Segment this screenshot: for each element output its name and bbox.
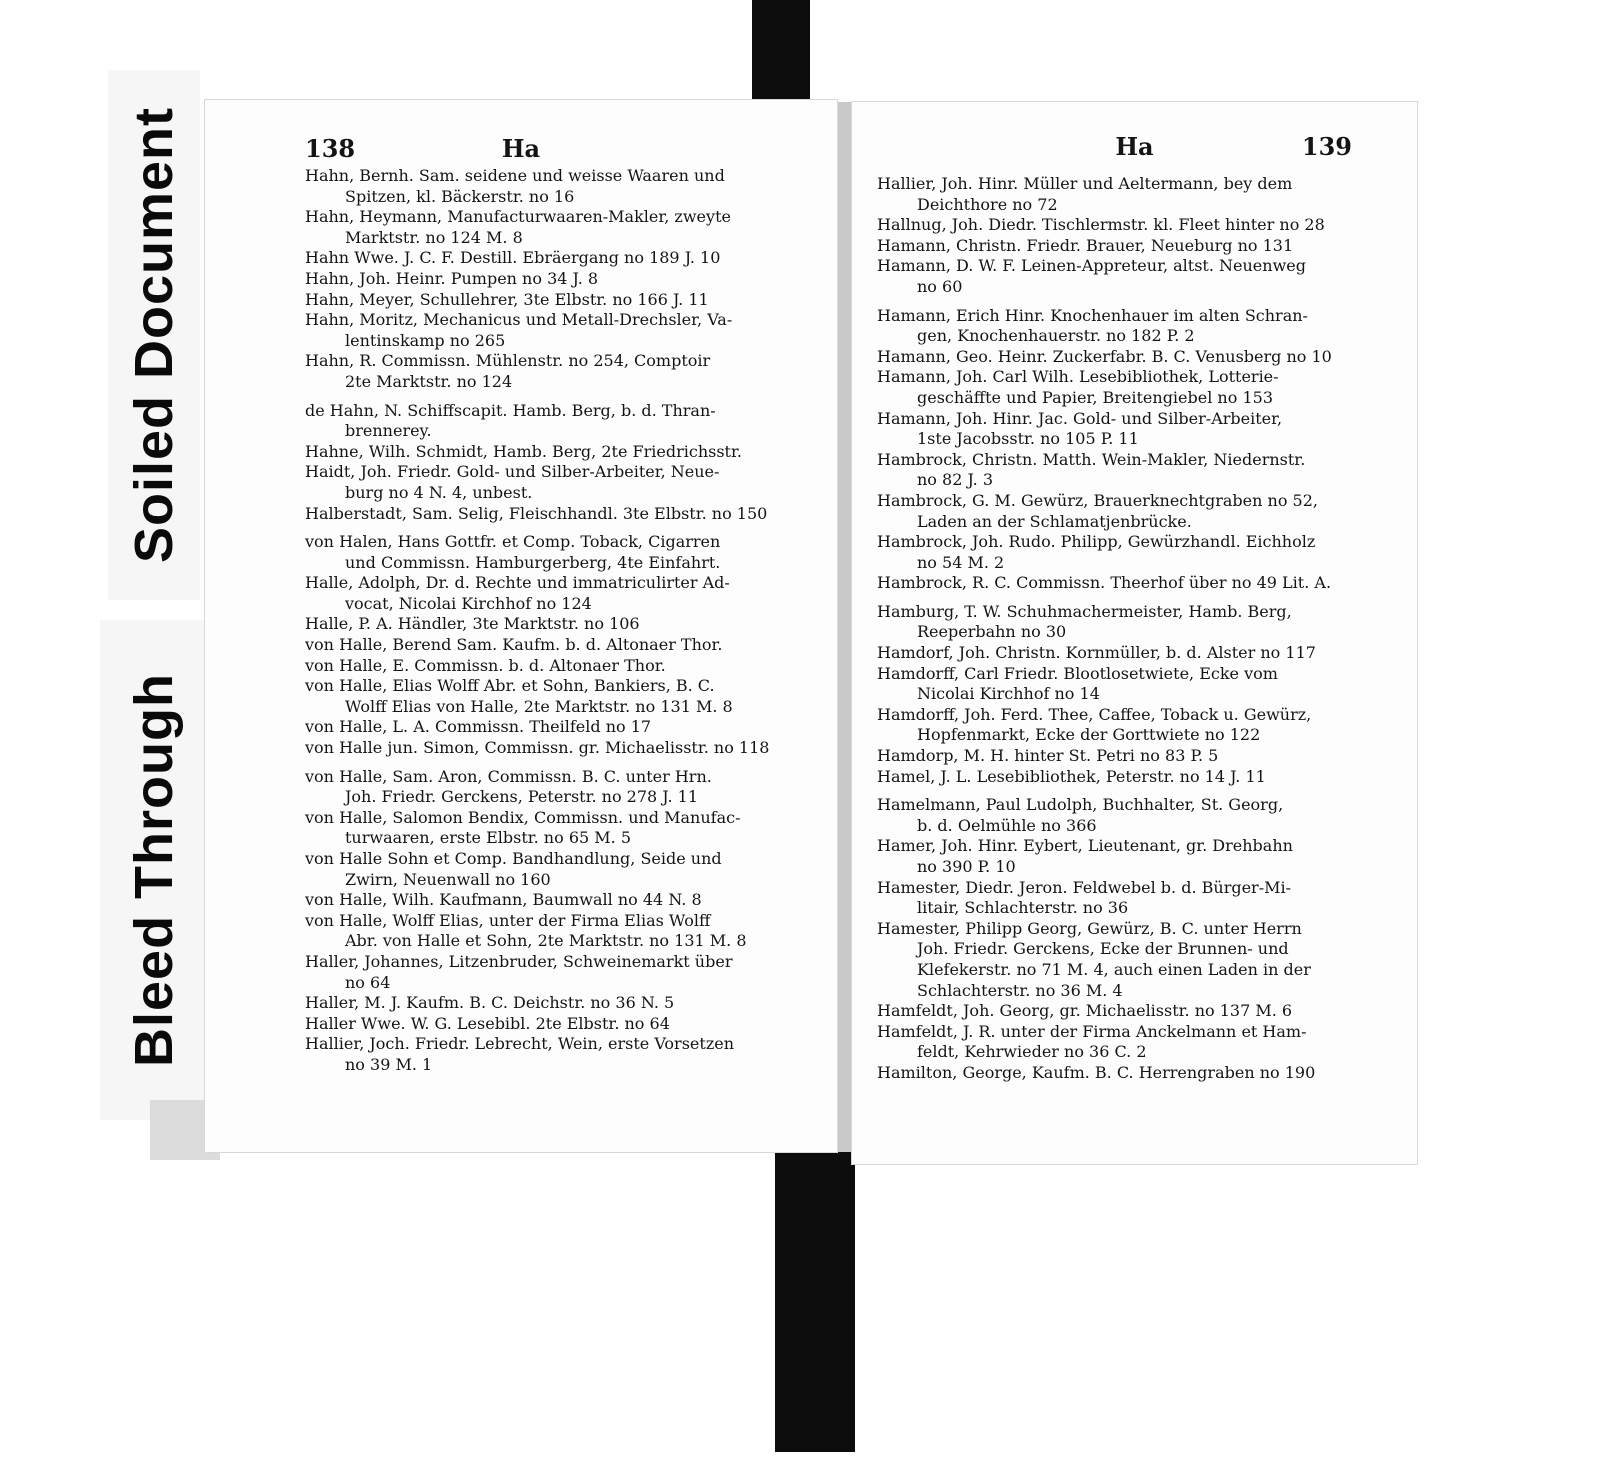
bleed-through-text: Bleed Through: [124, 673, 185, 1067]
right-page-entry: [877, 306, 1402, 347]
left-entry-list: [305, 166, 815, 1076]
entry-line: 2te Marktstr. no 124: [345, 371, 513, 391]
entry-line: Hahn, Heymann, Manufacturwaaren-Makler, zweyte: [305, 207, 731, 227]
entry-line: lentinskamp no 265: [345, 330, 506, 350]
spine-bar-top: [752, 0, 810, 100]
entry-line: Hamann, Erich Hinr. Knochenhauer im alten Schran-: [877, 305, 1308, 325]
entry-line: Hamfeldt, Joh. Georg, gr. Michaelisstr. no 137 M. 6: [877, 1001, 1293, 1021]
entry-line: no 82 J. 3: [917, 470, 993, 490]
entry-line: Hahn, Bernh. Sam. seidene und weisse Waaren und: [305, 166, 725, 185]
left-page-entry: [305, 890, 815, 911]
entry-line: Deichthore no 72: [917, 194, 1058, 214]
entry-line: Wolff Elias von Halle, 2te Marktstr. no 131 M. 8: [345, 696, 733, 716]
entry-line: Hamfeldt, J. R. unter der Firma Anckelmann et Ham-: [877, 1021, 1307, 1041]
entry-line: turwaaren, erste Elbstr. no 65 M. 5: [345, 828, 632, 848]
left-page-entry: [305, 462, 815, 503]
entry-line: no 390 P. 10: [917, 857, 1016, 876]
right-page-entry: [877, 705, 1402, 746]
entry-line: von Halle, L. A. Commissn. Theilfeld no 17: [305, 717, 652, 737]
right-page-entry: [877, 602, 1402, 643]
left-page-entry: [305, 656, 815, 677]
left-page-entry: [305, 310, 815, 351]
entry-line: Abr. von Halle et Sohn, 2te Marktstr. no 131 M. 8: [345, 931, 747, 951]
left-page-entry: [305, 767, 815, 808]
entry-line: Hambrock, Joh. Rudo. Philipp, Gewürzhandl. Eichholz: [877, 532, 1316, 552]
left-page-entry: [305, 614, 815, 635]
right-page-entry: [877, 878, 1402, 919]
entry-line: von Halle, Wilh. Kaufmann, Baumwall no 44 N. 8: [305, 890, 702, 910]
right-page-entry: [877, 491, 1402, 532]
right-page-entry: [877, 643, 1402, 664]
entry-gap: [305, 393, 815, 401]
entry-line: von Halle, E. Commissn. b. d. Altonaer Thor.: [305, 655, 666, 675]
right-page-entry: [877, 1063, 1402, 1084]
entry-line: Hamburg, T. W. Schuhmachermeister, Hamb. Berg,: [877, 601, 1292, 621]
soiled-document-text: Soiled Document: [124, 106, 185, 564]
entry-line: Hahn, Moritz, Mechanicus und Metall-Drechsler, Va-: [305, 310, 733, 330]
left-page-entry: [305, 573, 815, 614]
bleed-through-stamp: [100, 620, 208, 1120]
entry-line: Hamann, Joh. Carl Wilh. Lesebibliothek, Lotterie-: [877, 367, 1279, 387]
entry-line: Hamelmann, Paul Ludolph, Buchhalter, St. Georg,: [877, 795, 1284, 815]
book-gutter: [835, 102, 853, 1152]
entry-line: Halle, P. A. Händler, 3te Marktstr. no 106: [305, 614, 640, 634]
right-page-entry: [877, 215, 1402, 236]
entry-line: von Halle, Sam. Aron, Commissn. B. C. unter Hrn.: [305, 766, 712, 786]
entry-line: Hamester, Diedr. Jeron. Feldwebel b. d. Bürger-Mi-: [877, 877, 1292, 897]
left-page-entry: [305, 351, 815, 392]
right-page: [852, 102, 1417, 1164]
entry-line: vocat, Nicolai Kirchhof no 124: [345, 593, 592, 613]
left-page-entry: [305, 849, 815, 890]
entry-line: Haller Wwe. W. G. Lesebibl. 2te Elbstr. no 64: [305, 1013, 670, 1033]
entry-gap: [305, 759, 815, 767]
left-page-entry: [305, 248, 815, 269]
left-page-entry: [305, 1014, 815, 1035]
entry-line: Laden an der Schlamatjenbrücke.: [917, 511, 1192, 531]
entry-line: Hamilton, George, Kaufm. B. C. Herrengraben no 190: [877, 1062, 1316, 1082]
right-page-entry: [877, 836, 1402, 877]
right-page-header: [852, 132, 1417, 168]
left-page-header: [205, 134, 837, 170]
entry-line: Hamann, Geo. Heinr. Zuckerfabr. B. C. Venusberg no 10: [877, 346, 1332, 366]
entry-line: Hamel, J. L. Lesebibliothek, Peterstr. no 14 J. 11: [877, 766, 1266, 786]
right-page-entry: [877, 919, 1402, 1001]
entry-line: Hamdorff, Joh. Ferd. Thee, Caffee, Toback u. Gewürz,: [877, 704, 1312, 724]
entry-line: Marktstr. no 124 M. 8: [345, 227, 523, 247]
right-page-entry: [877, 1022, 1402, 1063]
left-page-entry: [305, 166, 815, 207]
entry-line: von Halen, Hans Gottfr. et Comp. Toback, Cigarren: [305, 532, 721, 552]
entry-line: de Hahn, N. Schiffscapit. Hamb. Berg, b. d. Thran-: [305, 400, 716, 420]
right-page-entry: [877, 532, 1402, 573]
entry-line: Joh. Friedr. Gerckens, Ecke der Brunnen- und: [917, 939, 1289, 959]
entry-gap: [877, 298, 1402, 306]
left-page: [205, 100, 837, 1152]
left-page-entry: [305, 290, 815, 311]
entry-line: Hamann, D. W. F. Leinen-Appreteur, altst. Neuenweg: [877, 256, 1306, 276]
entry-line: von Halle jun. Simon, Commissn. gr. Michaelisstr. no 118: [305, 738, 770, 758]
entry-gap: [877, 787, 1402, 795]
right-page-entry: [877, 664, 1402, 705]
right-page-entry: [877, 174, 1402, 215]
entry-line: Haller, Johannes, Litzenbruder, Schweinemarkt über: [305, 951, 733, 971]
soiled-document-stamp: [108, 70, 200, 600]
entry-gap: [877, 594, 1402, 602]
entry-line: Klefekerstr. no 71 M. 4, auch einen Laden in der: [917, 959, 1311, 979]
entry-line: Haidt, Joh. Friedr. Gold- und Silber-Arbeiter, Neue-: [305, 462, 720, 482]
right-page-number: 139: [1301, 132, 1352, 161]
left-page-entry: [305, 993, 815, 1014]
left-page-entry: [305, 808, 815, 849]
right-page-entry: [877, 767, 1402, 788]
left-page-entry: [305, 911, 815, 952]
right-page-entry: [877, 409, 1402, 450]
left-page-entry: [305, 676, 815, 717]
entry-line: Nicolai Kirchhof no 14: [917, 684, 1100, 704]
entry-line: Reeperbahn no 30: [917, 622, 1067, 642]
left-page-entry: [305, 635, 815, 656]
left-page-entry: [305, 1034, 815, 1075]
right-page-entry: [877, 573, 1402, 594]
entry-line: Hamann, Christn. Friedr. Brauer, Neueburg no 131: [877, 235, 1294, 255]
entry-line: Halberstadt, Sam. Selig, Fleischhandl. 3te Elbstr. no 150: [305, 503, 768, 523]
entry-line: b. d. Oelmühle no 366: [917, 815, 1097, 835]
entry-line: Spitzen, kl. Bäckerstr. no 16: [345, 186, 575, 206]
entry-line: Hallier, Joh. Hinr. Müller und Aeltermann, bey dem: [877, 174, 1293, 193]
right-page-entry: [877, 367, 1402, 408]
left-page-entry: [305, 401, 815, 442]
right-page-entry: [877, 1001, 1402, 1022]
entry-line: von Halle, Elias Wolff Abr. et Sohn, Bankiers, B. C.: [305, 676, 715, 696]
entry-line: Hambrock, Christn. Matth. Wein-Makler, Niedernstr.: [877, 449, 1306, 469]
left-page-entry: [305, 952, 815, 993]
left-page-entry: [305, 207, 815, 248]
spine-bar-bottom: [775, 1152, 855, 1452]
entry-line: Hamer, Joh. Hinr. Eybert, Lieutenant, gr. Drehbahn: [877, 836, 1293, 856]
entry-line: Haller, M. J. Kaufm. B. C. Deichstr. no 36 N. 5: [305, 993, 675, 1013]
entry-line: Hahn, Meyer, Schullehrer, 3te Elbstr. no 166 J. 11: [305, 289, 709, 309]
right-page-entry: [877, 450, 1402, 491]
entry-line: Zwirn, Neuenwall no 160: [345, 869, 551, 889]
entry-line: 1ste Jacobsstr. no 105 P. 11: [917, 429, 1139, 449]
entry-line: no 60: [917, 276, 963, 296]
entry-line: no 54 M. 2: [917, 552, 1005, 572]
right-page-entry: [877, 256, 1402, 297]
entry-gap: [305, 524, 815, 532]
left-page-number: 138: [305, 134, 356, 163]
entry-line: Hahn Wwe. J. C. F. Destill. Ebräergang no 189 J. 10: [305, 248, 721, 268]
left-page-entry: [305, 738, 815, 759]
entry-line: von Halle, Wolff Elias, unter der Firma Elias Wolff: [305, 910, 711, 930]
entry-line: Hopfenmarkt, Ecke der Gorttwiete no 122: [917, 725, 1261, 745]
entry-line: no 39 M. 1: [345, 1054, 433, 1074]
entry-line: Hahn, Joh. Heinr. Pumpen no 34 J. 8: [305, 268, 599, 288]
right-entry-list: [877, 174, 1402, 1084]
entry-line: Hamester, Philipp Georg, Gewürz, B. C. unter Herrn: [877, 918, 1302, 938]
entry-line: no 64: [345, 972, 391, 992]
entry-line: burg no 4 N. 4, unbest.: [345, 482, 533, 502]
entry-line: Halle, Adolph, Dr. d. Rechte und immatriculirter Ad-: [305, 573, 730, 593]
left-page-entry: [305, 504, 815, 525]
right-page-heading: Ha: [1115, 132, 1154, 161]
left-page-heading: Ha: [501, 134, 541, 163]
entry-line: gen, Knochenhauerstr. no 182 P. 2: [917, 326, 1195, 346]
right-page-entry: [877, 795, 1402, 836]
left-page-entry: [305, 269, 815, 290]
entry-line: Hamdorf, Joh. Christn. Kornmüller, b. d. Alster no 117: [877, 643, 1316, 663]
entry-line: von Halle Sohn et Comp. Bandhandlung, Seide und: [305, 849, 722, 868]
entry-line: Schlachterstr. no 36 M. 4: [917, 980, 1123, 1000]
right-page-entry: [877, 746, 1402, 767]
entry-line: Hahne, Wilh. Schmidt, Hamb. Berg, 2te Friedrichsstr.: [305, 441, 742, 461]
entry-line: brennerey.: [345, 421, 432, 441]
right-page-entry: [877, 347, 1402, 368]
entry-line: von Halle, Berend Sam. Kaufm. b. d. Altonaer Thor.: [305, 635, 723, 655]
entry-line: Hallnug, Joh. Diedr. Tischlermstr. kl. Fleet hinter no 28: [877, 215, 1325, 235]
left-page-entry: [305, 442, 815, 463]
right-page-entry: [877, 236, 1402, 257]
entry-line: Hahn, R. Commissn. Mühlenstr. no 254, Comptoir: [305, 351, 711, 371]
entry-line: geschäffte und Papier, Breitengiebel no 153: [917, 387, 1273, 407]
entry-line: Hambrock, R. C. Commissn. Theerhof über no 49 Lit. A.: [877, 573, 1332, 593]
entry-line: Hallier, Joch. Friedr. Lebrecht, Wein, erste Vorsetzen: [305, 1034, 735, 1054]
entry-line: feldt, Kehrwieder no 36 C. 2: [917, 1042, 1147, 1062]
entry-line: Hamann, Joh. Hinr. Jac. Gold- und Silber-Arbeiter,: [877, 408, 1283, 428]
entry-line: von Halle, Salomon Bendix, Commissn. und Manufac-: [305, 807, 741, 827]
entry-line: Hamdorff, Carl Friedr. Blootlosetwiete, Ecke vom: [877, 663, 1278, 683]
entry-line: und Commissn. Hamburgerberg, 4te Einfahrt.: [345, 552, 721, 572]
left-page-entry: [305, 532, 815, 573]
entry-line: Hambrock, G. M. Gewürz, Brauerknechtgraben no 52,: [877, 490, 1318, 510]
entry-line: Joh. Friedr. Gerckens, Peterstr. no 278 J. 11: [345, 787, 698, 807]
left-page-entry: [305, 717, 815, 738]
entry-line: litair, Schlachterstr. no 36: [917, 898, 1129, 918]
entry-line: Hamdorp, M. H. hinter St. Petri no 83 P. 5: [877, 746, 1219, 766]
